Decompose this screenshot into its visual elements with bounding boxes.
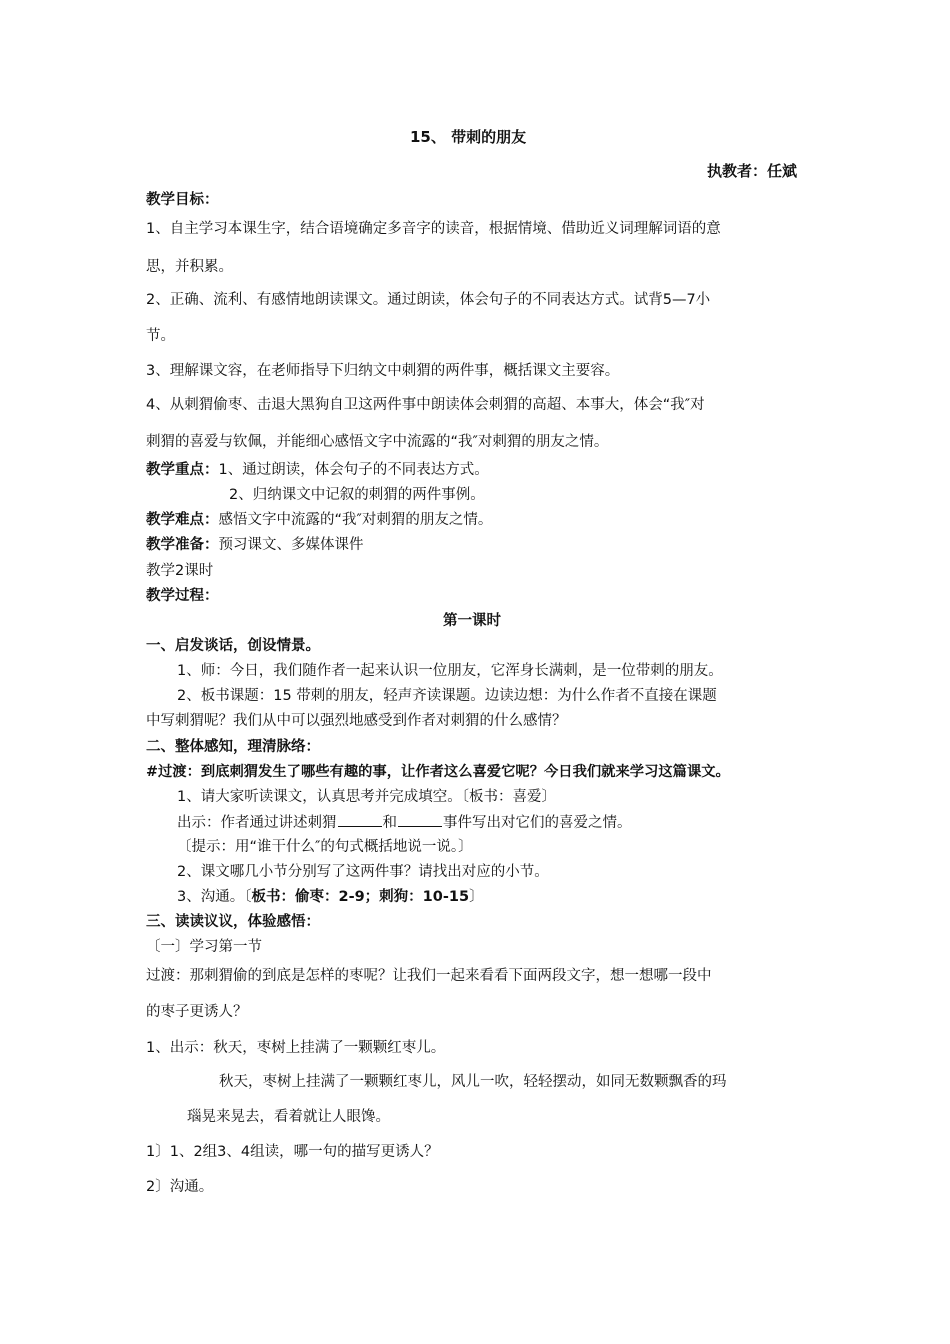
- key-points: [146, 460, 489, 480]
- blackboard-note: 板书：偷枣：2-9；刺狗：10-15: [251, 889, 470, 905]
- transition-1: #过渡：到底刺猬发生了哪些有趣的事，让作者这么喜爱它呢？今日我们就来学习这篇课文。: [146, 764, 730, 780]
- difficulty-text: 感悟文字中流露的“我″对刺猬的朋友之情。: [218, 512, 493, 528]
- section-1-item-2-line-1: 2、板书课题：15 带刺的朋友，轻声齐读课题。边读边想：为什么作者不直接在课题: [177, 688, 717, 704]
- goal-2-line-2: 节。: [146, 328, 175, 344]
- preparation-text: 预习课文、多媒体课件: [218, 537, 364, 553]
- fill-blank-text-b: 和: [382, 815, 397, 831]
- fill-blank-text-c: 事件写出对它们的喜爱之情。: [443, 815, 632, 831]
- blank-1: [338, 812, 382, 827]
- difficulty-label: 教学难点：: [146, 512, 219, 528]
- section-2-item-2: 2、课文哪几小节分别写了这两件事？请找出对应的小节。: [177, 864, 549, 880]
- blank-2: [398, 812, 442, 827]
- item-3-suffix: 〕: [469, 889, 484, 905]
- show-sentence-2-line-2: 瑙晃来晃去，看着就让人眼馋。: [187, 1109, 390, 1125]
- question-1: 1〕1、2组3、4组读，哪一句的描写更诱人？: [146, 1144, 439, 1160]
- show-sentence-2-line-1: 秋天，枣树上挂满了一颗颗红枣儿，风儿一吹，轻轻摆动，如同无数颗飘香的玛: [219, 1074, 727, 1090]
- difficulty: [146, 510, 492, 530]
- section-2-hint: 〔提示：用“谁干什么″的句式概括地说一说。〕: [177, 839, 473, 855]
- goal-4-line-2: 刺猬的喜爱与钦佩，并能细心感悟文字中流露的“我″对刺猬的朋友之情。: [146, 434, 609, 450]
- transition-2-line-1: 过渡：那刺猬偷的到底是怎样的枣呢？让我们一起来看看下面两段文字，想一想哪一段中: [146, 968, 712, 984]
- preparation-label: 教学准备：: [146, 537, 219, 553]
- section-2-fill-blank: [177, 812, 632, 833]
- section-1-heading: 一、启发谈话，创设情景。: [146, 638, 320, 654]
- key-point-2: 2、归纳课文中记叙的刺猬的两件事例。: [229, 487, 485, 503]
- fill-blank-text-a: 出示：作者通过讲述刺猬: [177, 815, 337, 831]
- preparation: [146, 535, 364, 555]
- question-2: 2〕沟通。: [146, 1179, 214, 1195]
- section-3-heading: 三、读读议议，体验感悟：: [146, 914, 320, 930]
- section-2-heading: 二、整体感知，理清脉络：: [146, 739, 320, 755]
- goal-2-line-1: 2、正确、流利、有感情地朗读课文。通过朗读，体会句子的不同表达方式。试背5—7小: [146, 292, 711, 308]
- section-2-item-1: 1、请大家听读课文，认真思考并完成填空。〔板书：喜爱〕: [177, 789, 556, 805]
- teacher-name: 执教者：任斌: [707, 162, 798, 180]
- section-2-item-3: [177, 887, 484, 907]
- class-hours: 教学2课时: [146, 563, 214, 579]
- show-sentence-1: 1、出示：秋天，枣树上挂满了一颗颗红枣儿。: [146, 1040, 446, 1056]
- key-point-1: 1、通过朗读，体会句子的不同表达方式。: [218, 462, 489, 478]
- key-points-label: 教学重点：: [146, 462, 219, 478]
- goal-4-line-1: 4、从刺猬偷枣、击退大黑狗自卫这两件事中朗读体会刺猬的高超、本事大，体会“我″对: [146, 397, 705, 413]
- section-1-item-2-line-2: 中写刺猬呢？我们从中可以强烈地感受到作者对刺猬的什么感情？: [146, 713, 567, 729]
- lesson-title: 15、 带刺的朋友: [410, 128, 527, 146]
- goal-3: 3、理解课文容，在老师指导下归纳文中刺猬的两件事，概括课文主要容。: [146, 363, 620, 379]
- subsection-1: 〔一〕学习第一节: [146, 939, 262, 955]
- goal-1-line-2: 思，并积累。: [146, 259, 233, 275]
- lesson-1-heading: 第一课时: [443, 613, 501, 629]
- process-heading: 教学过程：: [146, 588, 219, 604]
- item-3-prefix: 3、沟通。〔: [177, 889, 252, 905]
- transition-2-line-2: 的枣子更诱人？: [146, 1004, 248, 1020]
- goals-heading: 教学目标：: [146, 192, 219, 208]
- goal-1-line-1: 1、自主学习本课生字，结合语境确定多音字的读音，根据情境、借助近义词理解词语的意: [146, 221, 721, 237]
- section-1-item-1: 1、师：今日，我们随作者一起来认识一位朋友，它浑身长满刺，是一位带刺的朋友。: [177, 663, 723, 679]
